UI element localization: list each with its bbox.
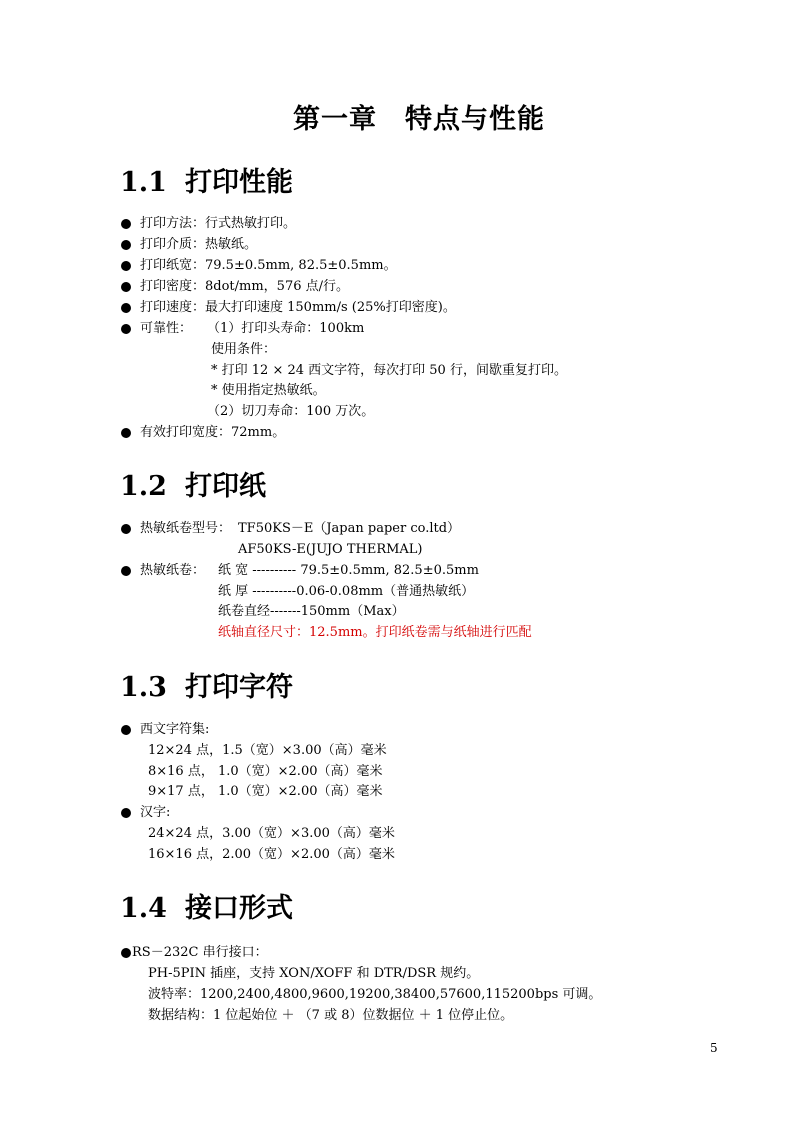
interface-line: 数据结构：1 位起始位 ＋ （7 或 8）位数据位 ＋ 1 位停止位。 [148, 1008, 514, 1023]
bullet-icon [121, 524, 131, 534]
bullet-icon [121, 240, 131, 250]
list-item: 打印速度：最大打印速度 150mm/s (25%打印密度)。 [140, 300, 456, 315]
paper-roll-line: 纸卷直经-------150mm（Max） [218, 604, 405, 619]
reliability-line: （1）打印头寿命：100km [207, 321, 365, 336]
charset-line: 9×17 点， 1.0（宽）×2.00（高）毫米 [148, 784, 383, 799]
list-item: 打印介质：热敏纸。 [140, 237, 258, 252]
section-title: 接口形式 [184, 893, 293, 924]
page-number: 5 [710, 1041, 718, 1055]
section-number: 1.2 [120, 471, 167, 502]
charset-line: 8×16 点， 1.0（宽）×2.00（高）毫米 [148, 764, 383, 779]
list-item: 打印纸宽：79.5±0.5mm, 82.5±0.5mm。 [140, 258, 397, 273]
bullet-icon [121, 428, 131, 438]
bullet-icon [121, 303, 131, 313]
section-title: 打印纸 [184, 471, 266, 502]
bullet-icon [121, 261, 131, 271]
reliability-line: * 使用指定热敏纸。 [211, 383, 326, 398]
paper-roll-warning: 纸轴直径尺寸：12.5mm。打印纸卷需与纸轴进行匹配 [218, 625, 532, 640]
paper-model-label: 热敏纸卷型号： [140, 521, 232, 536]
charset-line: 12×24 点，1.5（宽）×3.00（高）毫米 [148, 743, 387, 758]
charset-line: 16×16 点，2.00（宽）×2.00（高）毫米 [148, 847, 395, 862]
bullet-icon [121, 808, 131, 818]
section-number: 1.4 [120, 893, 167, 924]
bullet-icon [121, 566, 131, 576]
section-number: 1.1 [120, 167, 167, 198]
bullet-icon [121, 725, 131, 735]
rs232-label: RS－232C 串行接口： [132, 945, 268, 960]
list-item: 有效打印宽度：72mm。 [140, 425, 286, 440]
section-title: 打印字符 [184, 672, 293, 703]
paper-roll-line: 纸 厚 ----------0.06-0.08mm（普通热敏纸） [218, 584, 475, 599]
list-item: 打印方法：行式热敏打印。 [140, 216, 297, 231]
reliability-label: 可靠性： [140, 321, 193, 336]
chapter-title: 第一章 特点与性能 [293, 104, 545, 135]
section-heading-1-4 [120, 886, 293, 925]
bullet-icon [121, 282, 131, 292]
charset-line: 24×24 点，3.00（宽）×3.00（高）毫米 [148, 826, 395, 841]
interface-line: PH-5PIN 插座，支持 XON/XOFF 和 DTR/DSR 规约。 [148, 966, 480, 981]
paper-model-value: AF50KS-E(JUJO THERMAL) [238, 542, 423, 557]
reliability-line: （2）切刀寿命：100 万次。 [207, 404, 375, 419]
western-charset-label: 西文字符集: [140, 722, 210, 737]
chinese-charset-label: 汉字: [140, 805, 171, 820]
bullet-icon [121, 219, 131, 229]
reliability-line: 使用条件： [211, 342, 277, 357]
section-number: 1.3 [120, 672, 167, 703]
section-heading-1-1 [120, 160, 293, 199]
bullet-icon [121, 948, 131, 958]
interface-line: 波特率：1200,2400,4800,9600,19200,38400,57600,115200bps 可调。 [148, 987, 602, 1002]
reliability-line: * 打印 12 × 24 西文字符，每次打印 50 行，间歇重复打印。 [211, 363, 567, 378]
bullet-icon [121, 324, 131, 334]
section-title: 打印性能 [184, 167, 293, 198]
list-item: 打印密度：8dot/mm，576 点/行。 [140, 279, 350, 294]
paper-roll-label: 热敏纸卷： [140, 563, 206, 578]
section-heading-1-2 [120, 464, 266, 503]
paper-roll-line: 纸 宽 ---------- 79.5±0.5mm, 82.5±0.5mm [218, 563, 479, 578]
paper-model-value: TF50KS－E（Japan paper co.ltd） [238, 521, 461, 536]
section-heading-1-3 [120, 665, 293, 704]
